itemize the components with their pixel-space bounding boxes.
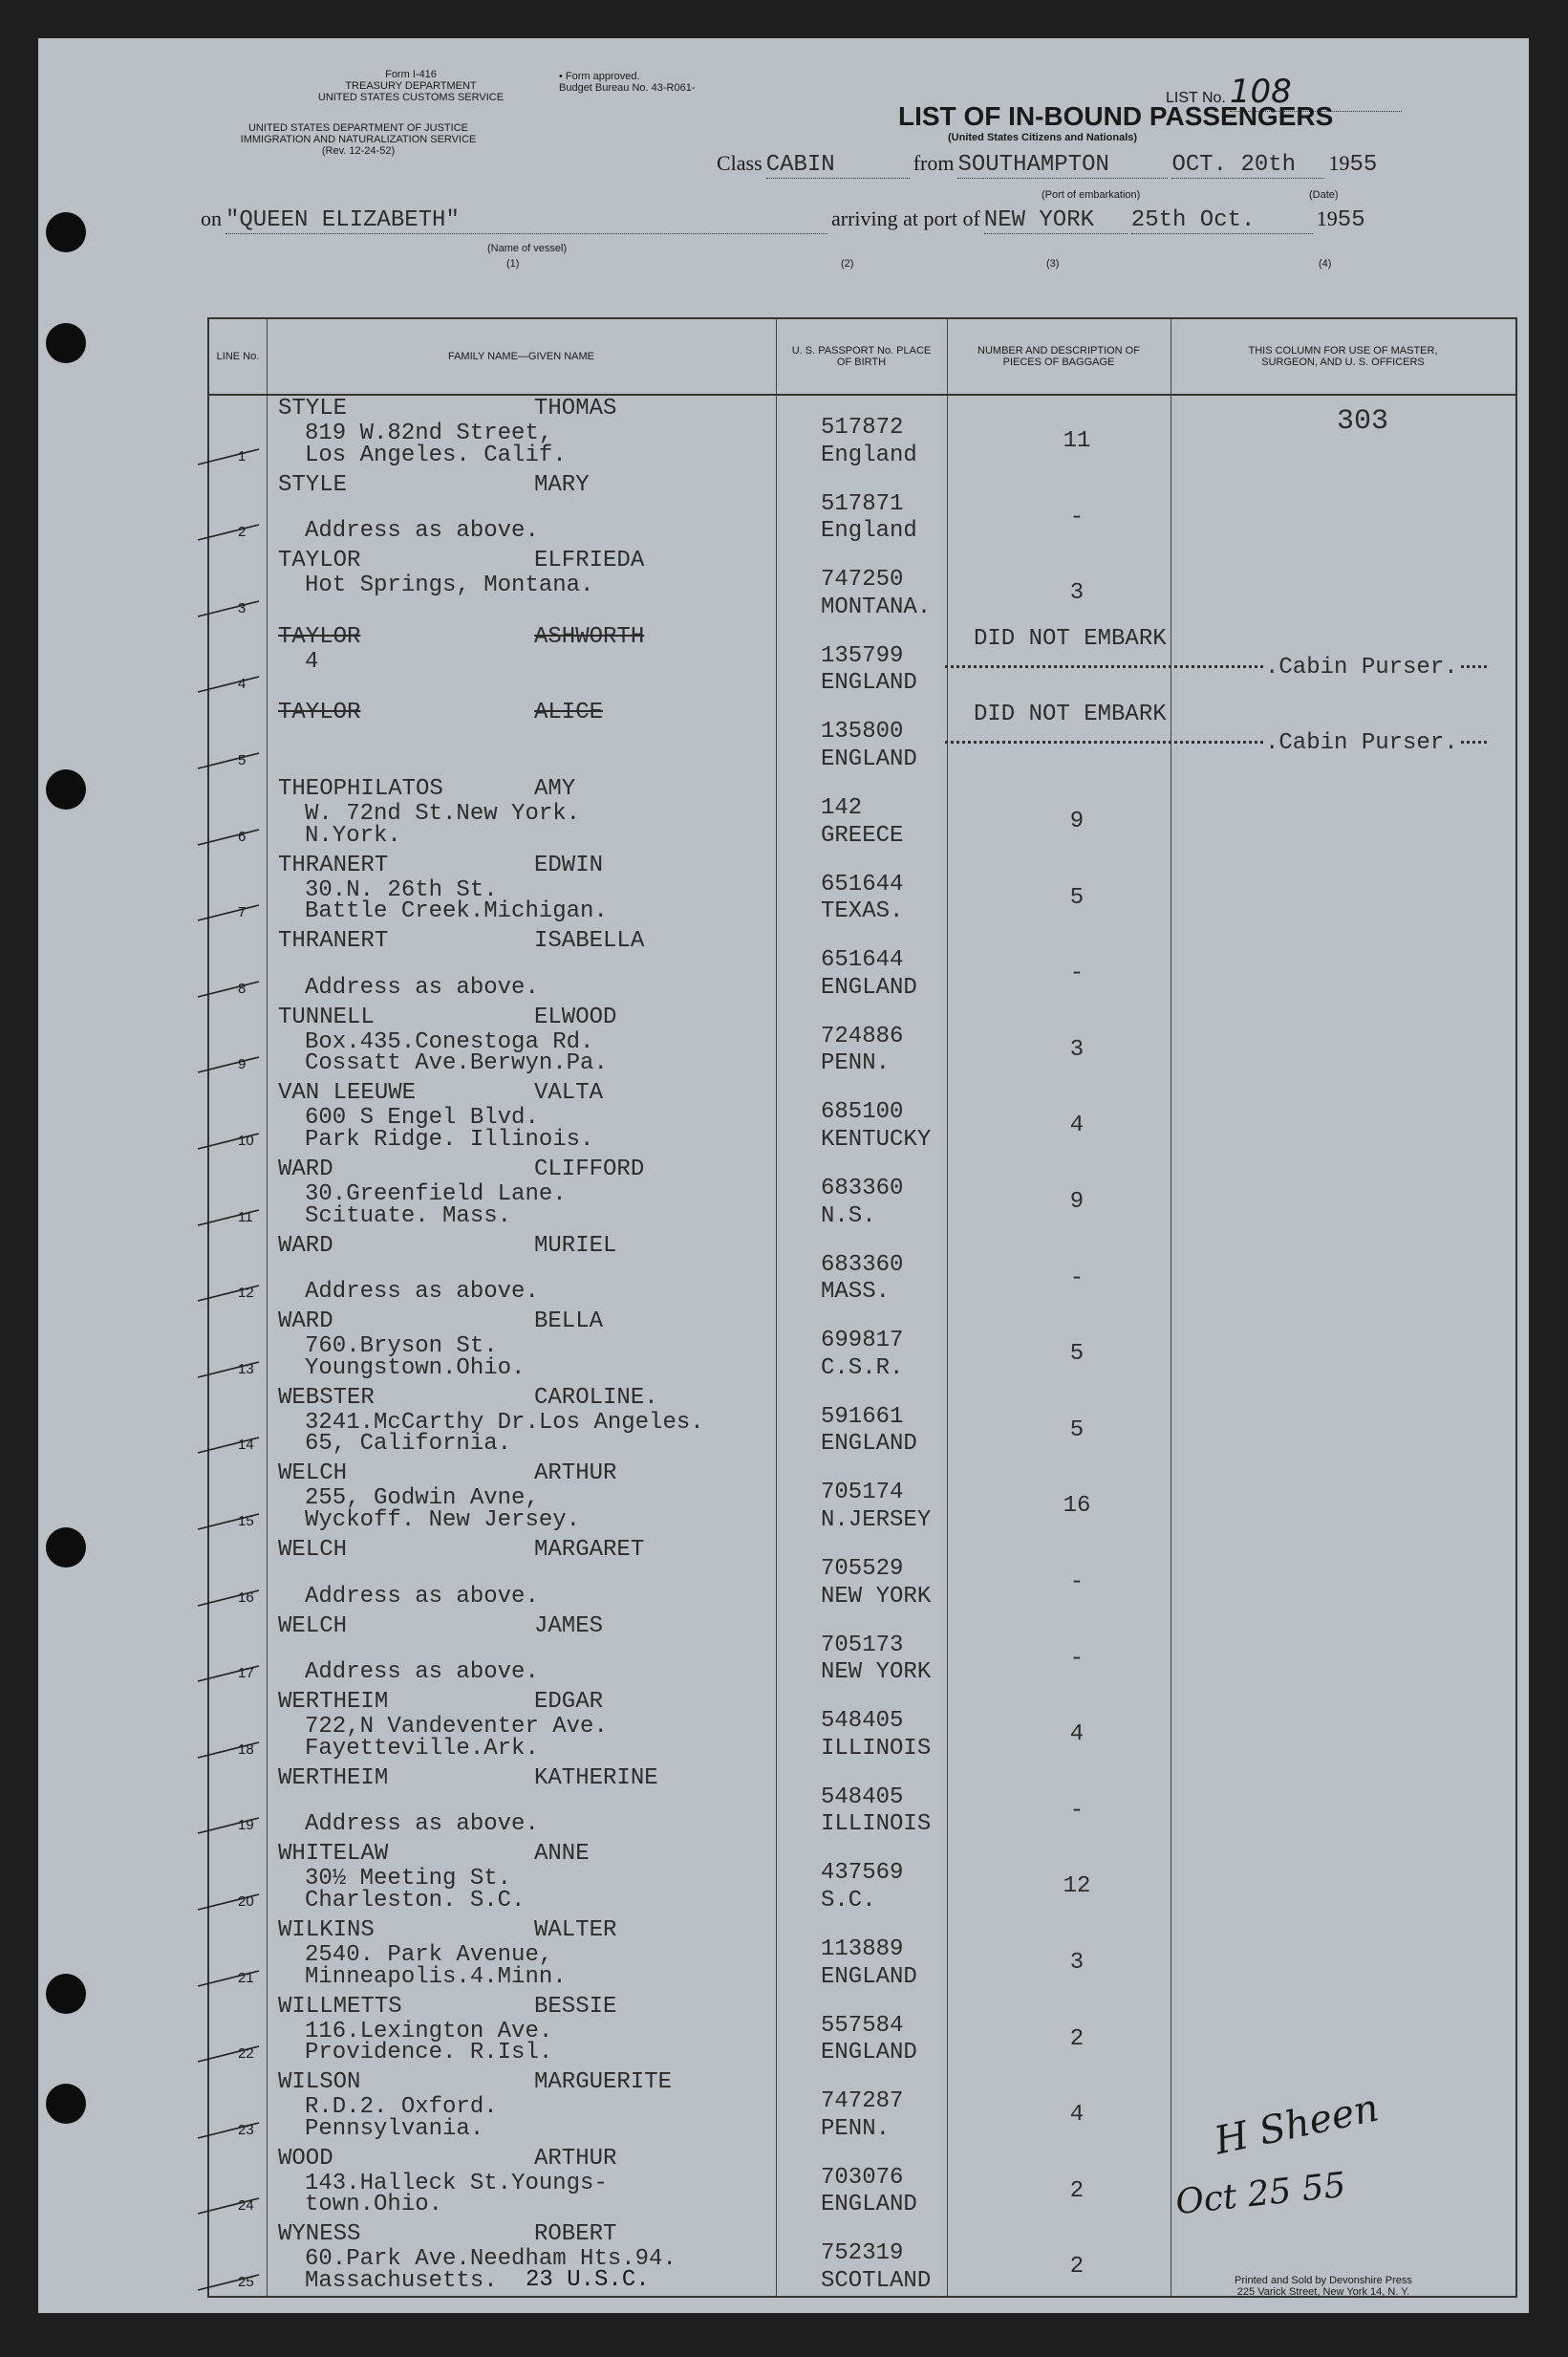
place-of-birth: ENGLAND <box>821 974 917 1001</box>
printer-line-2: 225 Varick Street, New York 14, N. Y. <box>1236 2286 1410 2298</box>
place-of-birth: ENGLAND <box>821 1963 917 1990</box>
port-caption: (Port of embarkation) <box>1042 189 1141 201</box>
family-name: WELCH <box>278 1537 348 1563</box>
class-value: CABIN <box>766 152 910 179</box>
table-row <box>209 624 1515 701</box>
line-number: 18 <box>238 1741 254 1758</box>
line-number: 1 <box>238 447 247 465</box>
col4-caption: (4) <box>1319 258 1332 270</box>
col2-caption: (2) <box>841 258 854 270</box>
family-name: WILSON <box>278 2069 361 2096</box>
check-mark-icon <box>196 1130 263 1151</box>
line-number: 17 <box>238 1665 254 1682</box>
place-of-birth: N.JERSEY <box>821 1506 932 1533</box>
line-number: 8 <box>238 980 247 997</box>
check-mark-icon <box>196 1662 263 1683</box>
place-of-birth: ILLINOIS <box>821 1735 932 1762</box>
address-line-1: 819 W.82nd Street, <box>305 421 553 446</box>
class-label: Class <box>717 151 763 175</box>
given-name: MURIEL <box>534 1232 617 1259</box>
col-officers: THIS COLUMN FOR USE OF MASTER, SURGEON, AND U. S. OFFICERS <box>1248 345 1438 368</box>
col-name: FAMILY NAME—GIVEN NAME <box>447 351 594 362</box>
check-mark-icon <box>196 2195 263 2216</box>
line-number: 7 <box>238 904 247 921</box>
check-mark-icon <box>196 1967 263 1988</box>
printer-line-1: Printed and Sold by Devonshire Press <box>1235 2275 1412 2286</box>
port-of-embarkation: SOUTHAMPTON <box>957 152 1168 179</box>
binder-hole <box>46 1527 86 1568</box>
line-number: 25 <box>238 2273 254 2290</box>
from-label: from <box>913 151 955 175</box>
arrival-port: NEW YORK <box>984 207 1128 234</box>
check-mark-icon <box>196 978 263 999</box>
check-mark-icon <box>196 1814 263 1835</box>
place-of-birth: NEW YORK <box>821 1659 932 1686</box>
address-line-1: 255, Godwin Avne, <box>305 1485 539 1512</box>
arrival-date: 25th Oct. <box>1131 207 1313 234</box>
page-title: LIST OF IN-BOUND PASSENGERS <box>898 101 1334 131</box>
address-line-2: Fayetteville.Ark. <box>305 1735 539 1762</box>
line-number: 15 <box>238 1512 254 1529</box>
address-line-1: 30½ Meeting St. <box>305 1866 512 1892</box>
table-row <box>209 1005 1515 1081</box>
table-row <box>209 1233 1515 1309</box>
baggage-count: 4 <box>1069 1113 1085 1139</box>
family-name: WELCH <box>278 1460 348 1487</box>
table-row <box>209 1385 1515 1461</box>
passport-number: 705174 <box>821 1480 904 1506</box>
col-line-no: LINE No. <box>216 351 260 362</box>
table-row <box>209 1308 1515 1385</box>
check-mark-icon <box>196 2119 263 2140</box>
check-mark-icon <box>196 673 263 694</box>
passport-number: 548405 <box>821 1784 904 1810</box>
address-line-2: N.York. <box>305 822 401 849</box>
table-row <box>209 1537 1515 1613</box>
given-name: ARTHUR <box>534 2145 617 2172</box>
check-mark-icon <box>196 1739 263 1760</box>
address-line-2: Pennsylvania. <box>305 2115 484 2142</box>
baggage-count: - <box>1069 1645 1085 1672</box>
given-name: WALTER <box>534 1917 617 1943</box>
table-row <box>209 396 1515 472</box>
given-name: ANNE <box>534 1841 590 1868</box>
vessel-name: "QUEEN ELIZABETH" <box>226 207 827 234</box>
passport-number: 683360 <box>821 1176 904 1201</box>
line-number: 21 <box>238 1969 254 1986</box>
given-name: JAMES <box>534 1612 604 1639</box>
passport-number: 651644 <box>821 947 904 974</box>
line-number: 23 <box>238 2121 254 2138</box>
address-line-1: 722,N Vandeventer Ave. <box>305 1714 608 1741</box>
baggage-count: 16 <box>1063 1493 1091 1520</box>
baggage-count: 2 <box>1069 2177 1085 2204</box>
address-line-2: 65, California. <box>305 1431 512 1458</box>
place-of-birth: S.C. <box>821 1887 876 1914</box>
family-name: TUNNELL <box>278 1004 375 1030</box>
binder-hole <box>46 212 86 252</box>
given-name: KATHERINE <box>534 1764 658 1791</box>
table-row <box>209 1157 1515 1233</box>
family-name: TAYLOR <box>278 548 361 574</box>
family-name: WARD <box>278 1232 333 1259</box>
signature-date: Oct 25 55 <box>1173 2165 1348 2223</box>
table-row <box>209 1765 1515 1842</box>
place-of-birth: N.S. <box>821 1202 876 1229</box>
passport-number: 517871 <box>821 490 904 517</box>
baggage-count: 5 <box>1069 1416 1085 1443</box>
customs-label: UNITED STATES CUSTOMS SERVICE <box>317 92 505 103</box>
baggage-count: 3 <box>1069 580 1085 607</box>
table-row <box>209 1994 1515 2070</box>
given-name: ELWOOD <box>534 1004 617 1030</box>
place-of-birth: NEW YORK <box>821 1583 932 1610</box>
check-mark-icon <box>196 1434 263 1455</box>
place-of-birth: England <box>821 442 917 468</box>
address-line-2: Address as above. <box>305 974 539 1001</box>
family-name: TAYLOR <box>278 700 361 726</box>
col-passport: U. S. PASSPORT No. PLACE OF BIRTH <box>791 345 932 368</box>
binder-hole <box>46 769 86 810</box>
given-name: ISABELLA <box>534 928 645 955</box>
given-name: BELLA <box>534 1308 604 1335</box>
address-line-2: Charleston. S.C. <box>305 1887 526 1914</box>
passport-number: 685100 <box>821 1099 904 1126</box>
line-number: 19 <box>238 1817 254 1834</box>
passport-number: 591661 <box>821 1403 904 1430</box>
family-name: WYNESS <box>278 2221 361 2248</box>
family-name: TAYLOR <box>278 623 361 650</box>
family-name: WHITELAW <box>278 1841 389 1868</box>
place-of-birth: ENGLAND <box>821 746 917 772</box>
form-header-justice <box>201 122 516 157</box>
vessel-caption: (Name of vessel) <box>487 243 568 254</box>
address-line-1: W. 72nd St.New York. <box>305 801 581 827</box>
family-name: WEBSTER <box>278 1384 375 1411</box>
passport-number: 705529 <box>821 1556 904 1582</box>
place-of-birth: PENN. <box>821 2115 891 2142</box>
approval-label: Form approved. <box>565 71 640 82</box>
passport-number: 517872 <box>821 415 904 441</box>
address-line-2: Address as above. <box>305 1279 539 1306</box>
check-mark-icon <box>196 1206 263 1227</box>
baggage-count: 2 <box>1069 2254 1085 2281</box>
line-number: 5 <box>238 751 247 768</box>
address-line-1: 760.Bryson St. <box>305 1333 498 1360</box>
family-name: WILKINS <box>278 1917 375 1943</box>
address-line-2: Park Ridge. Illinois. <box>305 1126 594 1153</box>
vessel-line <box>201 206 1365 234</box>
binder-hole <box>46 323 86 363</box>
arriving-label: arriving at port of <box>831 206 980 230</box>
passport-number: 724886 <box>821 1023 904 1049</box>
place-of-birth: ILLINOIS <box>821 1811 932 1838</box>
given-name: ASHWORTH <box>534 623 645 650</box>
table-row <box>209 700 1515 776</box>
given-name: CLIFFORD <box>534 1157 645 1182</box>
binder-hole <box>46 1974 86 2014</box>
baggage-count: - <box>1069 504 1085 530</box>
address-line-1: Hot Springs, Montana. <box>305 573 594 599</box>
table-row <box>209 1613 1515 1690</box>
baggage-count: - <box>1069 961 1085 987</box>
given-name: AMY <box>534 776 576 802</box>
table-row <box>209 1917 1515 1994</box>
passport-number: 437569 <box>821 1860 904 1887</box>
form-approval: • Form approved. Budget Bureau No. 43-R061- <box>559 71 696 94</box>
address-line-1: 2540. Park Avenue, <box>305 1942 553 1968</box>
given-name: CAROLINE. <box>534 1384 658 1411</box>
table-row <box>209 928 1515 1005</box>
baggage-count: 2 <box>1069 2025 1085 2052</box>
family-name: WILLMETTS <box>278 1993 402 2020</box>
embarkation-date: OCT. 20th <box>1171 152 1324 179</box>
table-row <box>209 776 1515 853</box>
check-mark-icon <box>196 2043 263 2064</box>
line-number: 9 <box>238 1056 247 1073</box>
officer-code: 303 <box>1337 405 1389 438</box>
address-line-2: Wyckoff. New Jersey. <box>305 1506 581 1533</box>
passport-number: 113889 <box>821 1936 904 1962</box>
baggage-count: 12 <box>1063 1873 1091 1900</box>
check-mark-icon <box>196 1587 263 1608</box>
form-header-treasury <box>268 69 554 103</box>
page-subtitle: (United States Citizens and Nationals) <box>948 132 1138 143</box>
line-number: 14 <box>238 1437 254 1454</box>
line-number: 4 <box>238 676 247 693</box>
baggage-count: 3 <box>1069 1036 1085 1063</box>
place-of-birth: ENGLAND <box>821 670 917 697</box>
table-row <box>209 548 1515 624</box>
given-name: ALICE <box>534 700 604 726</box>
address-line-1: 60.Park Ave.Needham Hts.94. <box>305 2246 677 2273</box>
revision-label: (Rev. 12-24-52) <box>321 145 396 157</box>
did-not-embark-note: DID NOT EMBARK <box>974 702 1167 728</box>
baggage-count: 4 <box>1069 1721 1085 1748</box>
cabin-purser-note: .Cabin Purser. <box>1265 654 1458 681</box>
passport-number: 557584 <box>821 2012 904 2039</box>
family-name: STYLE <box>278 396 348 422</box>
given-name: VALTA <box>534 1080 604 1107</box>
family-name: THRANERT <box>278 852 389 878</box>
budget-label: Budget Bureau No. 43-R061- <box>559 82 696 94</box>
address-line-1: 30.Greenfield Lane. <box>305 1181 567 1207</box>
baggage-count: - <box>1069 1797 1085 1824</box>
line-number: 12 <box>238 1285 254 1302</box>
treasury-label: TREASURY DEPARTMENT <box>345 80 477 92</box>
address-line-2: Providence. R.Isl. <box>305 2040 553 2066</box>
check-mark-icon <box>196 1282 263 1303</box>
given-name: ELFRIEDA <box>534 548 645 574</box>
ins-label: IMMIGRATION AND NATURALIZATION SERVICE <box>240 134 477 145</box>
address-line-2: Los Angeles. Calif. <box>305 442 567 468</box>
address-line-2: Address as above. <box>305 518 539 545</box>
given-name: ROBERT <box>534 2221 617 2248</box>
check-mark-icon <box>196 445 263 466</box>
family-name: THRANERT <box>278 928 389 955</box>
place-of-birth: TEXAS. <box>821 898 904 925</box>
baggage-count: 5 <box>1069 1341 1085 1368</box>
family-name: WERTHEIM <box>278 1764 389 1791</box>
check-mark-icon <box>196 826 263 847</box>
baggage-count: 9 <box>1069 1189 1085 1215</box>
passport-number: 683360 <box>821 1251 904 1278</box>
address-line-2: Youngstown.Ohio. <box>305 1354 526 1381</box>
line-number: 20 <box>238 1892 254 1910</box>
passenger-table <box>207 317 1517 2298</box>
passport-number: 142 <box>821 795 863 821</box>
list-number-value: 108 <box>1230 73 1402 112</box>
on-label: on <box>201 206 222 230</box>
family-name: WELCH <box>278 1612 348 1639</box>
table-row <box>209 853 1515 929</box>
place-of-birth: KENTUCKY <box>821 1126 932 1153</box>
given-name: THOMAS <box>534 396 617 422</box>
place-of-birth: SCOTLAND <box>821 2267 932 2294</box>
passport-number: 747287 <box>821 2088 904 2115</box>
address-line-2: Massachusetts. <box>305 2267 498 2294</box>
passport-number: 135800 <box>821 719 904 746</box>
given-name: MARY <box>534 471 590 498</box>
officer-signature: H Sheen <box>1211 2086 1383 2164</box>
address-line-1: 116.Lexington Ave. <box>305 2018 553 2044</box>
line-number: 24 <box>238 2197 254 2215</box>
check-mark-icon <box>196 597 263 618</box>
passport-number: 548405 <box>821 1708 904 1735</box>
place-of-birth: MONTANA. <box>821 594 932 620</box>
passport-number: 135799 <box>821 642 904 669</box>
given-name: EDWIN <box>534 852 604 878</box>
col3-caption: (3) <box>1046 258 1060 270</box>
place-of-birth: MASS. <box>821 1279 891 1306</box>
check-mark-icon <box>196 901 263 922</box>
given-name: EDGAR <box>534 1689 604 1716</box>
address-line-2: Address as above. <box>305 1583 539 1610</box>
printer-imprint <box>1214 2275 1433 2298</box>
given-name: MARGUERITE <box>534 2069 673 2096</box>
given-name: MARGARET <box>534 1537 645 1563</box>
check-mark-icon <box>196 749 263 770</box>
check-mark-icon <box>196 1053 263 1074</box>
family-name: WARD <box>278 1157 333 1182</box>
place-of-birth: ENGLAND <box>821 1431 917 1458</box>
baggage-count: 5 <box>1069 884 1085 911</box>
baggage-count: 9 <box>1069 809 1085 834</box>
address-line-1: 30.N. 26th St. <box>305 876 498 903</box>
line-number: 2 <box>238 524 247 541</box>
table-row <box>209 1841 1515 1917</box>
col-baggage: NUMBER AND DESCRIPTION OF PIECES OF BAGGAGE <box>977 345 1140 368</box>
passport-number: 705173 <box>821 1632 904 1658</box>
address-line-1: 3241.McCarthy Dr.Los Angeles. <box>305 1409 704 1436</box>
arrival-year: 55 <box>1337 207 1365 233</box>
year-prefix-2: 19 <box>1316 206 1338 230</box>
year-prefix: 19 <box>1328 151 1350 175</box>
address-line-2: Cossatt Ave.Berwyn.Pa. <box>305 1050 608 1077</box>
check-mark-icon <box>196 1891 263 1912</box>
baggage-count: 11 <box>1063 428 1091 454</box>
passport-number: 699817 <box>821 1328 904 1354</box>
passport-number: 703076 <box>821 2164 904 2191</box>
place-of-birth: PENN. <box>821 1050 891 1077</box>
baggage-count: - <box>1069 1569 1085 1595</box>
baggage-count: - <box>1069 1265 1085 1291</box>
given-name: BESSIE <box>534 1993 617 2020</box>
address-line-2: town.Ohio. <box>305 2192 443 2218</box>
table-row <box>209 1080 1515 1157</box>
passport-number: 651644 <box>821 871 904 897</box>
passport-number: 752319 <box>821 2240 904 2267</box>
place-of-birth: ENGLAND <box>821 2192 917 2218</box>
date-caption: (Date) <box>1309 189 1339 201</box>
line-number: 3 <box>238 599 247 616</box>
address-line-1: 143.Halleck St.Youngs- <box>305 2170 608 2196</box>
baggage-count: 3 <box>1069 1950 1085 1976</box>
col1-caption: (1) <box>506 258 520 270</box>
family-name: WERTHEIM <box>278 1689 389 1716</box>
line-number: 13 <box>238 1360 254 1377</box>
cabin-purser-note: .Cabin Purser. <box>1265 730 1458 757</box>
address-line-1: 600 S Engel Blvd. <box>305 1105 539 1132</box>
form-number: Form I-416 <box>385 69 437 80</box>
usc-count: 23 U.S.C. <box>526 2267 650 2293</box>
line-number: 10 <box>238 1132 254 1149</box>
line-number: 11 <box>238 1208 253 1225</box>
embarkation-year: 55 <box>1349 152 1378 178</box>
address-line-2: Address as above. <box>305 1659 539 1686</box>
passport-number: 747250 <box>821 567 904 594</box>
check-mark-icon <box>196 1510 263 1531</box>
class-line <box>717 151 1377 179</box>
table-row <box>209 1460 1515 1537</box>
check-mark-icon <box>196 2271 263 2292</box>
check-mark-icon <box>196 521 263 542</box>
baggage-count: 4 <box>1069 2102 1085 2129</box>
check-mark-icon <box>196 1358 263 1379</box>
address-line-1: 4 <box>305 648 319 675</box>
address-line-2: Address as above. <box>305 1811 539 1838</box>
binder-hole <box>46 2084 86 2124</box>
address-line-2: Minneapolis.4.Minn. <box>305 1963 567 1990</box>
place-of-birth: ENGLAND <box>821 2040 917 2066</box>
did-not-embark-note: DID NOT EMBARK <box>974 625 1167 652</box>
line-number: 16 <box>238 1589 254 1606</box>
family-name: THEOPHILATOS <box>278 776 443 802</box>
place-of-birth: GREECE <box>821 822 904 849</box>
place-of-birth: C.S.R. <box>821 1354 904 1381</box>
line-number: 6 <box>238 828 247 845</box>
given-name: ARTHUR <box>534 1460 617 1487</box>
manifest-sheet <box>38 38 1529 2313</box>
address-line-1: R.D.2. Oxford. <box>305 2094 498 2121</box>
address-line-2: Scituate. Mass. <box>305 1202 512 1229</box>
table-row <box>209 472 1515 549</box>
address-line-2: Battle Creek.Michigan. <box>305 898 608 925</box>
line-number: 22 <box>238 2045 254 2063</box>
list-number-label: LIST No. <box>1166 90 1226 106</box>
table-row <box>209 1689 1515 1765</box>
family-name: STYLE <box>278 471 348 498</box>
place-of-birth: England <box>821 518 917 545</box>
family-name: WARD <box>278 1308 333 1335</box>
address-line-1: Box.435.Conestoga Rd. <box>305 1028 594 1055</box>
justice-label: UNITED STATES DEPARTMENT OF JUSTICE <box>247 122 468 134</box>
family-name: WOOD <box>278 2145 333 2172</box>
family-name: VAN LEEUWE <box>278 1080 417 1107</box>
